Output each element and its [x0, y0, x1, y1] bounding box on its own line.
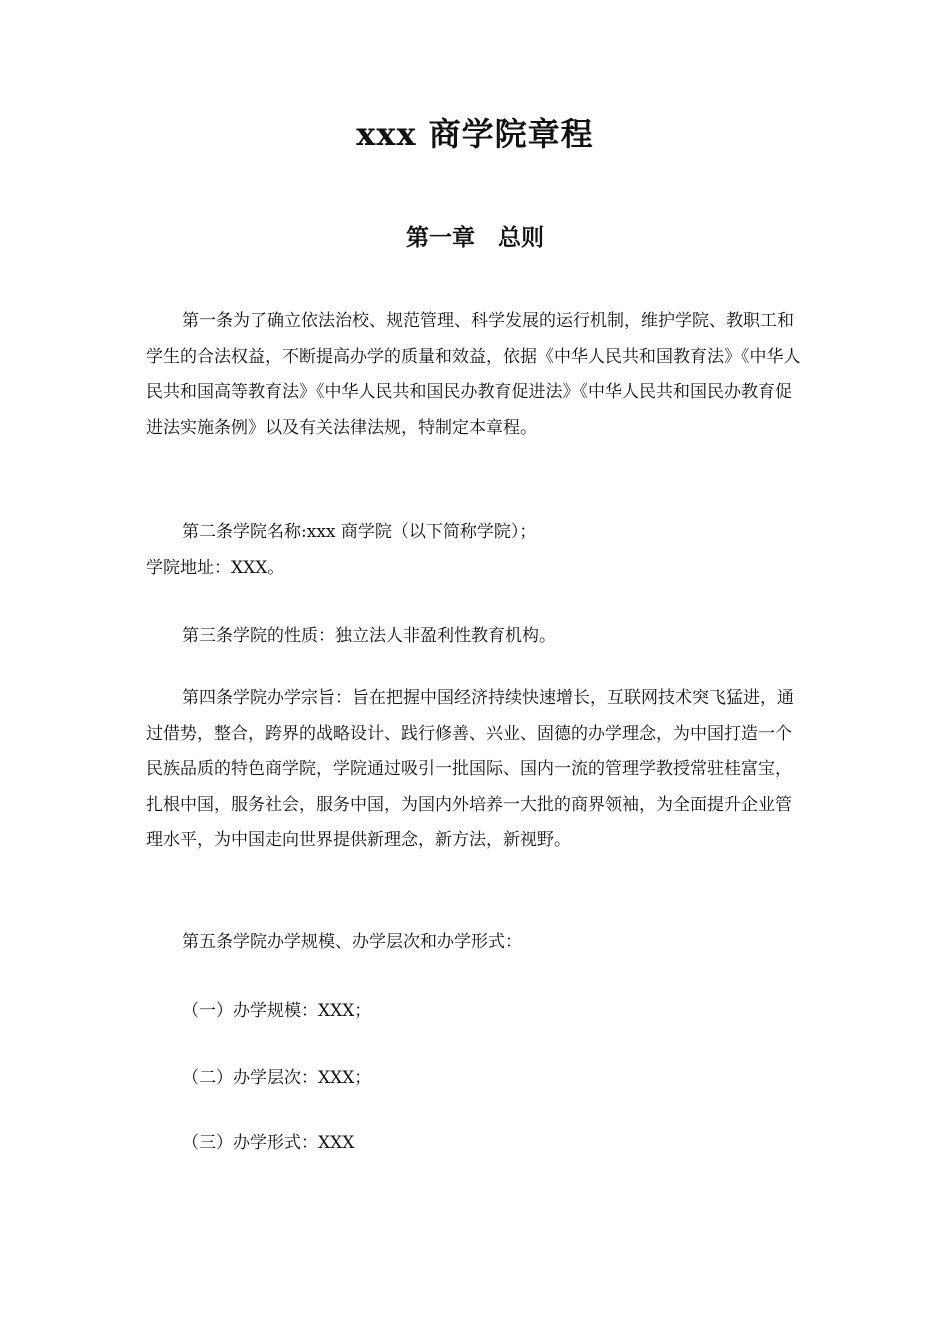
chapter-title: 第一章 总则	[406, 225, 544, 251]
document-title: xxx 商学院章程	[356, 115, 594, 153]
article-5-item: （三）办学形式：XXX	[182, 1133, 355, 1153]
article-1: 第一条为了确立依法治校、规范管理、科学发展的运行机制，维护学院、教职工和学生的合法权益，不断提高办学的质量和效益，依据《中华人民共和国教育法》《中华人民共和国高等教育法》《中华人民共和国民办教育促进法》《中华人民共和国民办教育促进法实施条例》以及有关法律法规，特制定本章程。	[146, 311, 801, 438]
article-3: 第三条学院的性质：独立法人非盈利性教育机构。	[182, 626, 556, 646]
article-4: 第四条学院办学宗旨：旨在把握中国经济持续快速增长，互联网技术突飞猛进，通过借势，整合，跨界的战略设计、践行修善、兴业、固德的办学理念，为中国打造一个民族品质的特色商学院，学院通过吸引一批国际、国内一流的管理学教授常驻桂富宝，扎根中国，服务社会，服务中国，为国内外培养一大批的商界领袖，为全面提升企业管理水平，为中国走向世界提供新理念，新方法，新视野。	[146, 688, 794, 850]
article-5-item: （二）办学层次：XXX；	[182, 1068, 372, 1088]
article-2	[146, 515, 806, 586]
article-2-name-line: 第二条学院名称:xxx 商学院（以下简称学院）；	[182, 522, 537, 542]
article-2-address-line: 学院地址：XXX。	[146, 557, 285, 578]
article-5-item: （一）办学规模：XXX；	[182, 1001, 372, 1021]
article-5: 第五条学院办学规模、办学层次和办学形式：	[182, 932, 522, 952]
